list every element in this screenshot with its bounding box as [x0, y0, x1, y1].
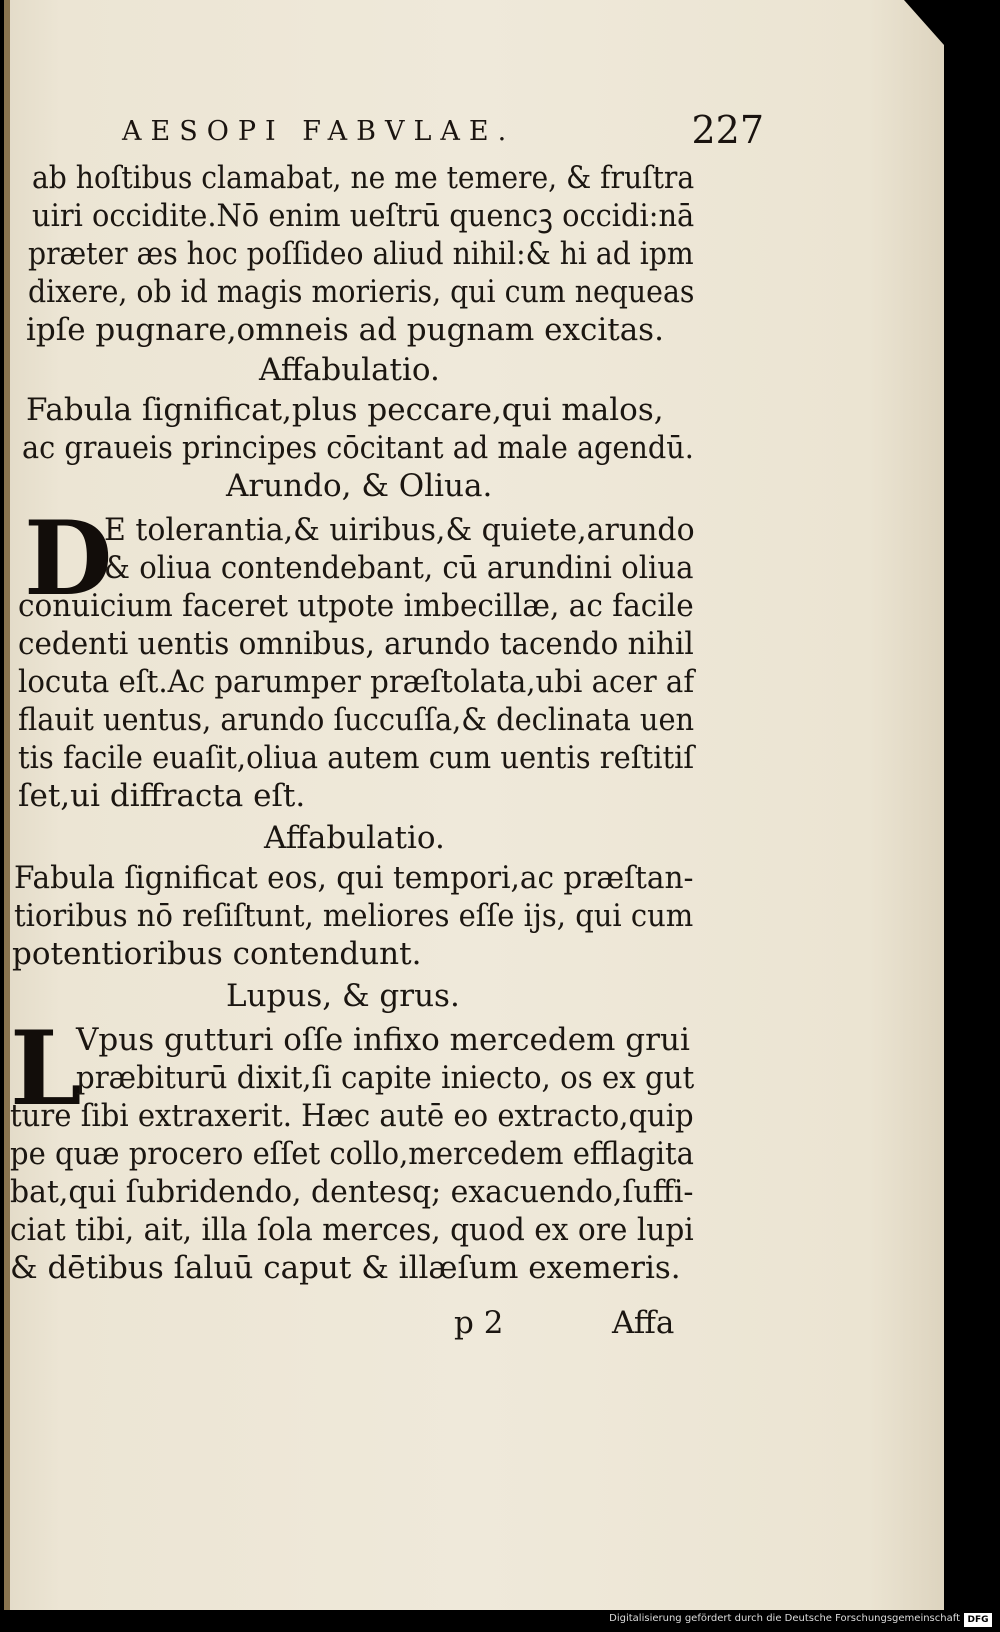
text-line: potentioribus contendunt. — [12, 936, 422, 972]
text-line: Vpus gutturi oſſe infixo mercedem grui — [76, 1022, 690, 1058]
text-line: bat,qui ſubridendo, dentesq; exacuendo,ſuffi- — [10, 1174, 694, 1210]
drop-cap-initial: D — [24, 499, 113, 619]
text-line: & oliua contendebant, cū arundini oliua — [104, 550, 694, 586]
text-line: uiri occidite.Nō enim ueſtrū quencꝫ occidi:nā — [32, 198, 695, 234]
page-number: 227 — [691, 108, 764, 152]
text-line: ture ſibi extraxerit. Hæc autē eo extracto,quip — [10, 1098, 694, 1134]
text-line: ciat tibi, ait, illa ſola merces, quod ex ore lupi — [10, 1212, 694, 1248]
text-line: Fabula ſignificat,plus peccare,qui malos, — [26, 392, 664, 428]
section-heading: Affabulatio. — [259, 352, 440, 388]
text-line: cedenti uentis omnibus, arundo tacendo nihil — [18, 626, 694, 662]
text-line: tioribus nō reſiſtunt, meliores eſſe ijs, qui cum — [14, 898, 694, 934]
drop-cap-initial: L — [10, 1009, 82, 1129]
catchword: Affa — [612, 1305, 675, 1341]
text-line: locuta eſt.Ac parumper præſtolata,ubi acer af — [18, 664, 695, 700]
section-heading: Affabulatio. — [264, 820, 445, 856]
text-line: ab hoſtibus clamabat, ne me temere, & fruſtra — [32, 160, 695, 196]
text-line: E tolerantia,& uiribus,& quiete,arundo — [104, 512, 695, 548]
fable-title: Lupus, & grus. — [226, 978, 460, 1014]
text-line: præter æs hoc poſſideo aliud nihil:& hi ad ipm — [28, 236, 694, 272]
text-line: tis facile euaſit,oliua autem cum uentis reſtitiſ — [18, 740, 695, 776]
text-line: ipſe pugnare,omneis ad pugnam excitas. — [26, 312, 664, 348]
fable-title: Arundo, & Oliua. — [226, 468, 493, 504]
text-line: Fabula ſignificat eos, qui tempori,ac præſtan- — [14, 860, 694, 896]
text-line: dixere, ob id magis morieris, qui cum nequeas — [28, 274, 695, 310]
body-text — [4, 0, 944, 1610]
funding-credit: Digitalisierung gefördert durch die Deutsche Forschungsgemeinschaft — [609, 1613, 960, 1624]
credit-bar — [0, 1610, 1000, 1632]
text-line: conuicium faceret utpote imbecillæ, ac facile — [18, 588, 694, 624]
running-title: AESOPI FABVLAE. — [122, 116, 516, 147]
dfg-logo-badge: DFG — [964, 1613, 992, 1627]
text-line: & dētibus ſaluū caput & illæſum exemeris. — [10, 1250, 681, 1286]
text-line: flauit uentus, arundo ſuccuſſa,& declinata uen — [18, 702, 695, 738]
text-line: ſet,ui diffracta eſt. — [18, 778, 306, 814]
text-line: ac graueis principes cōcitant ad male agendū. — [22, 430, 694, 466]
text-line: pe quæ procero eſſet collo,mercedem efflagita — [10, 1136, 694, 1172]
book-page — [4, 0, 944, 1610]
text-line: præbiturū dixit,ſi capite iniecto, os ex gut — [76, 1060, 695, 1096]
signature-mark: p 2 — [454, 1305, 504, 1341]
